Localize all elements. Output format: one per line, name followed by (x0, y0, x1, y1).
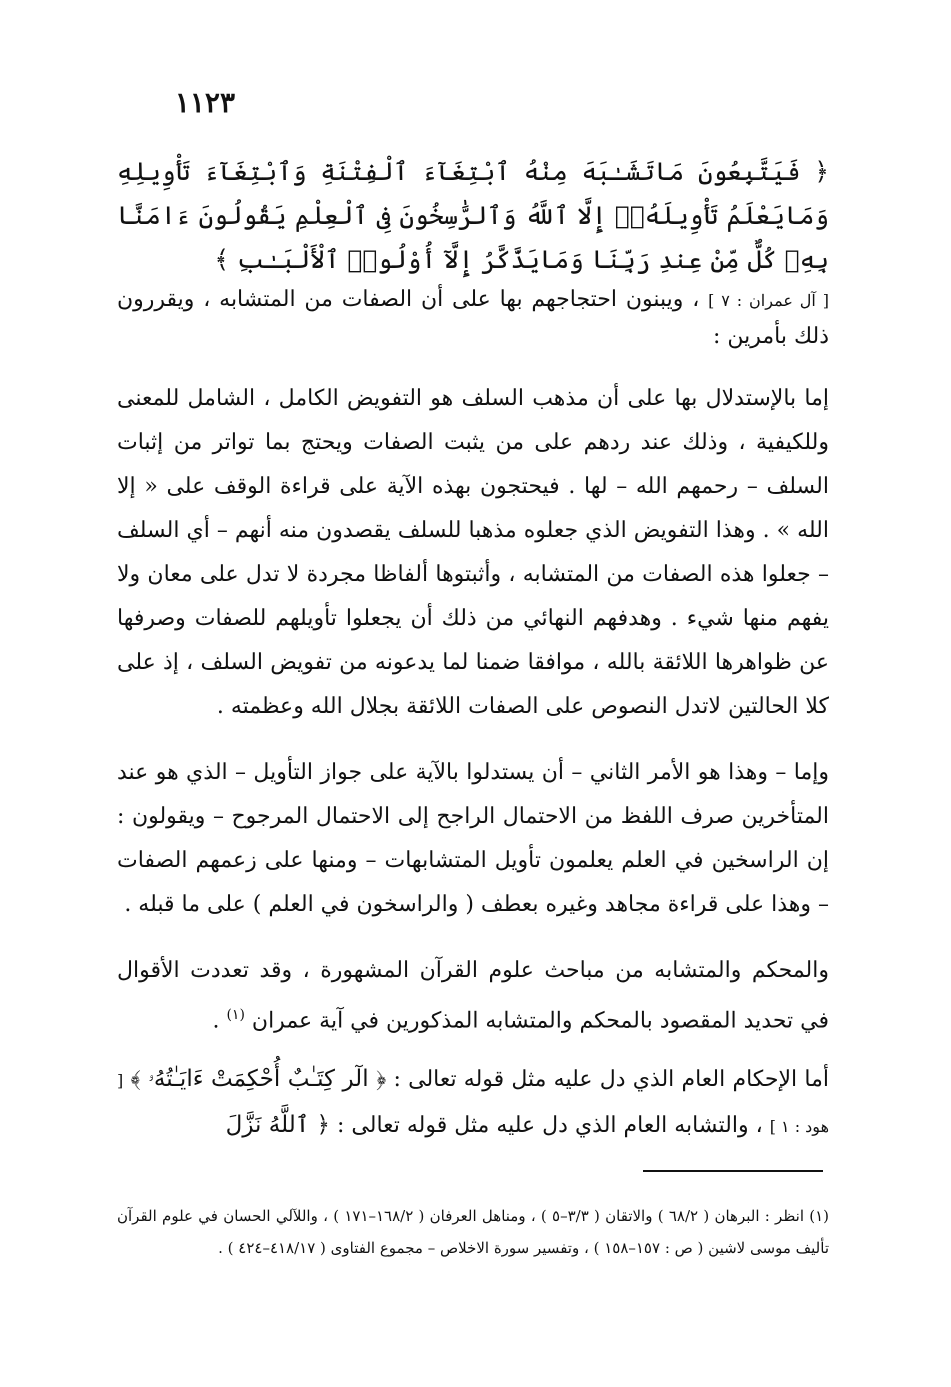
footnote-marker: (١) (226, 1007, 245, 1023)
main-text (117, 150, 829, 1149)
paragraph-text: والمحكم والمتشابه من مباحث علوم القرآن المشهورة ، وقد تعددت الأقوال في تحديد المقصود بالمحكم والمتشابه المذكورين في آية عمران (117, 958, 829, 1034)
paragraph-first-matter: إما بالإستدلال بها على أن مذهب السلف هو التفويض الكامل ، الشامل للمعنى وللكيفية ، وذلك عند ردهم على من يثبت الصفات ويحتج بما تواتر من إثبات السلف – رحمهم الله – لها . فيحتجون بهذه الآية على قراءة الوقف على « إلا الله » . وهذا التفويض الذي جعلوه مذهبا للسلف يقصدون منه أنهم – أي السلف – جعلوا هذه الصفات من المتشابه ، وأثبتوها ألفاظا مجردة لا تدل على معان ولا يفهم منها شيء . وهدفهم النهائي من ذلك أن يجعلوا تأويلهم للصفات وصرفها عن ظواهرها اللائقة بالله ، موافقا ضمنا لما يدعونه من تفويض السلف ، إذ على كلا الحالتين لاتدل النصوص على الصفات اللائقة بجلال الله وعظمته . (117, 386, 829, 719)
verse-reference: [ آل عمران : ٧ ] (708, 291, 829, 310)
paragraph-text: أما الإحكام العام الذي دل عليه مثل قوله تعالى : (393, 1067, 829, 1093)
spacer (117, 355, 829, 377)
paragraph-end: . (212, 1008, 227, 1034)
footnote-1: (١) انظر : البرهان ( ٦٨/٢ ) والاتقان ( ٣/٣–٥ ) ، ومناهل العرفان ( ١٦٨/٢–١٧١ ) ، واللآلي الحسان في علوم القرآن تأليف موسى لاشين ( ص : ١٥٧–١٥٨ ) ، وتفسير سورة الاخلاص – مجموع الفتاوى ( ٤١٨/١٧–٤٢٤ ) . (117, 1207, 830, 1257)
paragraph-second-matter: وإما – وهذا هو الأمر الثاني – أن يستدلوا بالآية على جواز التأويل – الذي هو عند المتأخرين صرف اللفظ من الاحتمال الراجح إلى الاحتمال المرجوح – ويقولون : إن الراسخين في العلم يعلمون تأويل المتشابهات – ومنها على زعمهم الصفات – وهذا على قراءة مجاهد وغيره بعطف ( والراسخون في العلم ) على ما قبله . (117, 760, 829, 917)
page-number: ١١٢٣ (174, 86, 235, 119)
footnotes (117, 1200, 829, 1264)
verse-reference-line (117, 282, 829, 355)
footnote-divider (643, 1170, 823, 1172)
spacer (117, 729, 829, 751)
paragraph-text-mid: ، والتشابه العام الذي دل عليه مثل قوله تعالى : (337, 1113, 763, 1139)
quran-verse-zumar-23: ﴿ ٱللَّهُ نَزَّلَ (225, 1112, 330, 1139)
verse-reference-hud: [ هود : ١ ] (117, 1071, 829, 1137)
intro-text: ، ويبنون احتجاجهم بها على أن الصفات من المتشابه ، ويقررون ذلك بأمرين : (117, 287, 829, 349)
paragraph-ihkam-am (117, 1057, 829, 1149)
quran-verse-hud-1: ﴿ الٓر كِتَـٰبٌ أُحْكِمَتْ ءَايَـٰتُهُۥ ﴾ (130, 1066, 387, 1093)
spacer (117, 927, 829, 949)
quran-verse-ali-imran-7: ﴿ فَيَتَّبِعُونَ مَاتَشَـٰبَهَ مِنْهُ ٱبْتِغَآءَ ٱلْفِتْنَةِ وَٱبْتِغَآءَ تَأْوِيلِهِ وَمَايَعْلَمُ تَأْوِيلَهُۥٓ إِلَّا ٱللَّهُ وَٱلرَّٰسِخُونَ فِى ٱلْعِلْمِ يَقُولُونَ ءَامَنَّا بِهِۦ كُلٌّ مِّنْ عِندِ رَبِّنَا وَمَايَذَّكَّرُ إِلَّآ أُوْلُوا۟ ٱلْأَلْبَـٰبِ ﴾ (117, 157, 829, 274)
paragraph-muhkam-mutashabih (117, 949, 829, 1043)
spacer (117, 1043, 829, 1057)
